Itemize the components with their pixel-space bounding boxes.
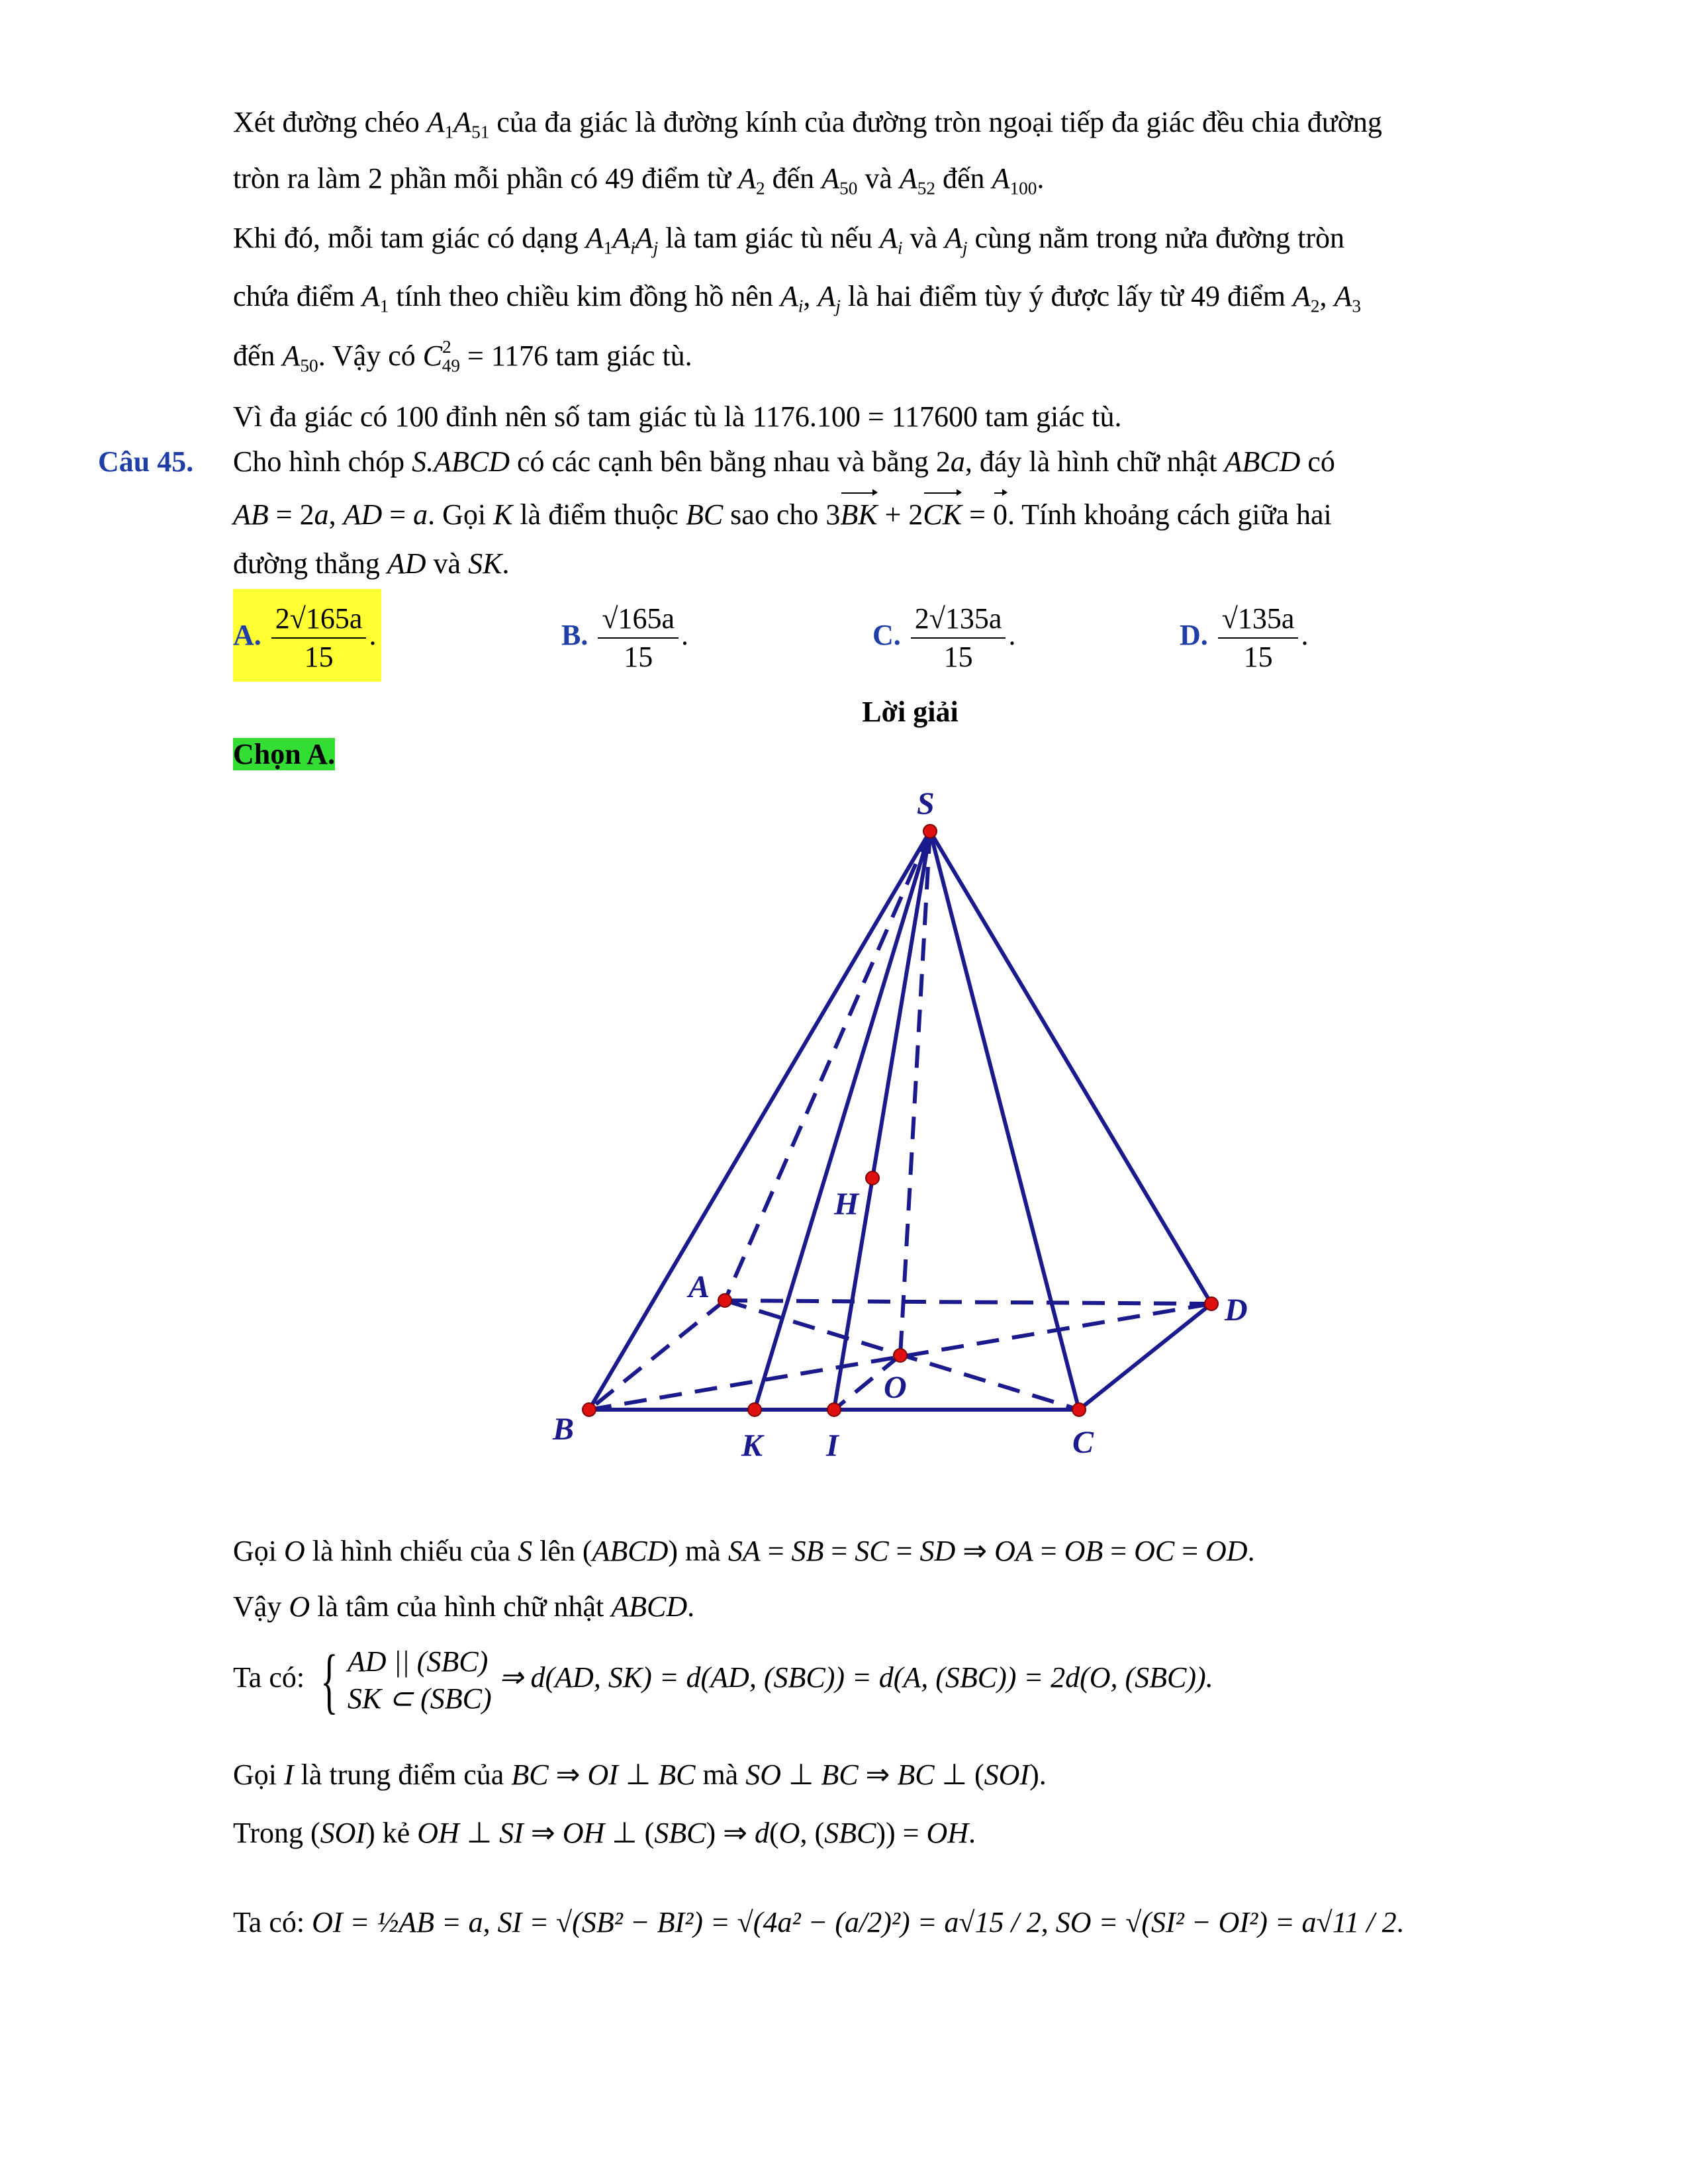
point-s xyxy=(923,825,937,838)
condition-1: AD || (SBC) xyxy=(347,1645,489,1678)
option-c-numerator: 2√135a xyxy=(911,603,1006,639)
edge-sk xyxy=(755,831,930,1410)
question-line-3: đường thẳng AD và SK. xyxy=(233,547,510,580)
intro-line-4: chứa điểm $A_1$ tính theo chiều kim đồng hồ nên $A_i$, $A_j$ là hai điểm tùy ý được lấy từ 49 điểm $A_2$, $A_3$ xyxy=(233,280,1362,316)
formula-si: SI = √(SB² − BI²) = √(4a² − (a/2)²) = a√15 / 2 xyxy=(497,1906,1041,1938)
intro-line-6 xyxy=(233,397,1122,437)
option-d-numerator: √135a xyxy=(1218,603,1299,639)
option-c[interactable]: C. $\frac{2√135a}{15}$ . xyxy=(872,602,1016,673)
formula-oi: OI = ½AB = a xyxy=(312,1906,483,1938)
edge-sb xyxy=(589,831,930,1410)
option-a-fraction xyxy=(271,603,367,673)
edge-sc xyxy=(930,831,1079,1410)
edge-cd xyxy=(1079,1304,1211,1410)
option-b-fraction xyxy=(598,603,679,673)
option-b[interactable]: B. $\frac{√165a}{15}$ . xyxy=(561,602,689,673)
label-o: O xyxy=(884,1370,907,1405)
point-h xyxy=(866,1171,879,1185)
intro-line-2: tròn ra làm 2 phần mỗi phần có 49 điểm từ $A_2$ đến $A_{50}$ và $A_{52}$ đến $A_{100}$. xyxy=(233,162,1045,199)
formula-so: SO = √(SI² − OI²) = a√11 / 2 xyxy=(1055,1906,1397,1938)
edge-sa-hidden xyxy=(725,831,930,1300)
label-d: D xyxy=(1225,1293,1248,1328)
solution-line-5: Trong (SOI) kẻ OH ⊥ SI ⇒ OH ⊥ (SBC) ⇒ d(O, (SBC)) = OH. xyxy=(233,1817,976,1849)
chosen-answer-text: Chọn A. xyxy=(233,738,336,770)
pyramid-figure xyxy=(0,774,1688,1522)
question-line-2: AB = 2a, AD = a. Gọi K là điểm thuộc BC sao cho 3BK + 2CK = 0. Tính khoảng cách giữa hai xyxy=(233,495,1332,535)
chosen-answer xyxy=(233,735,335,774)
option-a-numerator: 2√165a xyxy=(271,603,367,639)
edge-ab-hidden xyxy=(589,1300,725,1410)
option-b-label: B. xyxy=(561,619,588,651)
option-a-denominator: 15 xyxy=(304,640,334,673)
option-d-fraction xyxy=(1218,603,1299,673)
label-k: K xyxy=(741,1428,763,1463)
option-a-label: A. xyxy=(233,619,261,651)
intro-line-6-text: Vì đa giác có 100 đỉnh nên số tam giác tù là 1176.100 = 117600 tam giác tù. xyxy=(233,400,1122,433)
intro-line-3: Khi đó, mỗi tam giác có dạng $A_1A_iA_j$ là tam giác tù nếu $A_i$ và $A_j$ cùng nằm trong nửa đường tròn xyxy=(233,222,1345,258)
label-b: B xyxy=(553,1412,575,1447)
point-o xyxy=(894,1349,907,1362)
option-a[interactable]: A. $\frac{2√165a}{15}$ . xyxy=(233,589,381,682)
brace-symbol: { xyxy=(320,1639,338,1721)
option-c-denominator: 15 xyxy=(943,640,973,673)
edge-si xyxy=(834,831,930,1410)
label-a: A xyxy=(688,1269,710,1304)
intro-line-1: Xét đường chéo $A_1A_{51}$ của đa giác là đường kính của đường tròn ngoại tiếp đa giác đều chia đường xyxy=(233,106,1382,142)
point-d xyxy=(1205,1297,1218,1310)
intro-line-5: đến $A_{50}$. Vậy có $C^2_{49} = 1176$ tam giác tù. xyxy=(233,336,692,376)
condition-2: SK ⊂ (SBC) xyxy=(347,1682,492,1715)
option-d-denominator: 15 xyxy=(1243,640,1273,673)
label-h: H xyxy=(834,1187,859,1222)
solution-line-2: Vậy O là tâm của hình chữ nhật ABCD. xyxy=(233,1590,695,1623)
solution-line-3-result: ⇒ d(AD, SK) = d(AD, (SBC)) = d(A, (SBC)) = 2d(O, (SBC)). xyxy=(498,1661,1213,1694)
solution-line-1: Gọi O là hình chiếu của S lên (ABCD) mà SA = SB = SC = SD ⇒ OA = OB = OC = OD. xyxy=(233,1535,1255,1567)
point-k xyxy=(748,1403,761,1416)
point-a xyxy=(718,1294,731,1307)
option-c-label: C. xyxy=(872,619,901,651)
label-c: C xyxy=(1072,1425,1094,1460)
option-c-fraction xyxy=(911,603,1006,673)
label-s: S xyxy=(917,786,935,821)
edge-sd xyxy=(930,831,1211,1304)
solution-line-4: Gọi I là trung điểm của BC ⇒ OI ⊥ BC mà SO ⊥ BC ⇒ BC ⊥ (SOI). xyxy=(233,1758,1047,1791)
point-i xyxy=(827,1403,841,1416)
solution-line-6: Ta có: OI = ½AB = a, SI = √(SB² − BI²) = √(4a² − (a/2)²) = a√15 / 2, SO = √(SI² − OI²) = a√11 / 2. xyxy=(233,1906,1404,1938)
option-d[interactable]: D. $\frac{√135a}{15}$ . xyxy=(1180,602,1309,673)
option-b-denominator: 15 xyxy=(624,640,653,673)
question-line-1: Cho hình chóp S.ABCD có các cạnh bên bằng nhau và bằng 2a, đáy là hình chữ nhật ABCD có xyxy=(233,445,1335,478)
option-d-label: D. xyxy=(1180,619,1208,651)
point-b xyxy=(583,1403,596,1416)
question-label: Câu 45. xyxy=(98,445,194,478)
edge-ad-hidden xyxy=(725,1300,1211,1304)
solution-heading: Lời giải xyxy=(862,696,959,728)
solution-line-6-prefix: Ta có: xyxy=(233,1906,305,1938)
label-i: I xyxy=(826,1428,839,1463)
option-b-numerator: √165a xyxy=(598,603,679,639)
solution-line-3-prefix: Ta có: xyxy=(233,1661,305,1694)
condition-system xyxy=(348,1643,492,1717)
point-c xyxy=(1072,1403,1086,1416)
solution-line-3 xyxy=(233,1635,1213,1721)
